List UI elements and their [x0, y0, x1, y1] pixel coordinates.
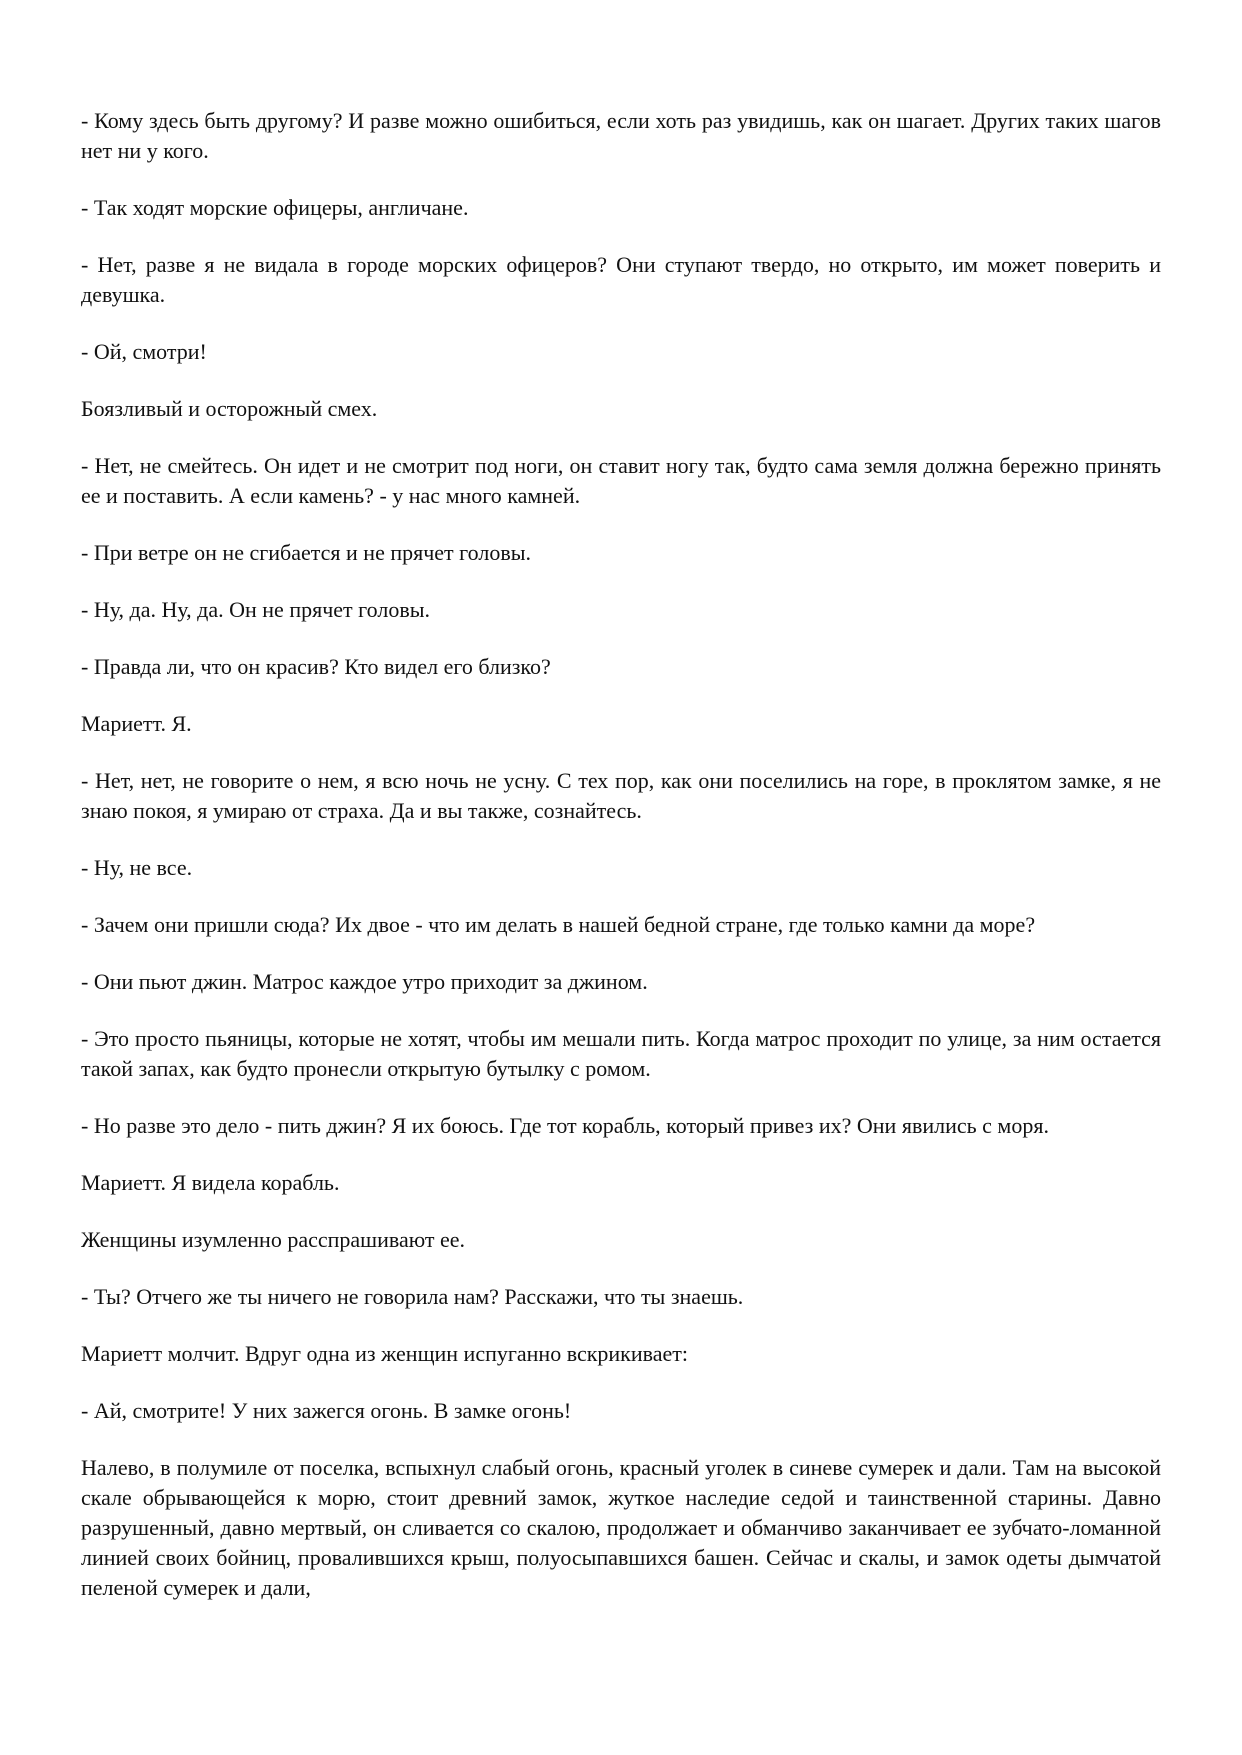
paragraph: - Ой, смотри!: [81, 339, 207, 364]
text-column: [81, 106, 1161, 1630]
paragraph: - Правда ли, что он красив? Кто видел его близко?: [81, 654, 551, 679]
paragraph: - Но разве это дело - пить джин? Я их боюсь. Где тот корабль, который привез их? Они явились с моря.: [81, 1113, 1049, 1138]
paragraph: Женщины изумленно расспрашивают ее.: [81, 1227, 466, 1252]
paragraph: - Ты? Отчего же ты ничего не говорила нам? Расскажи, что ты знаешь.: [81, 1284, 744, 1309]
paragraph: Мариетт. Я.: [81, 711, 192, 736]
paragraph: - Так ходят морские офицеры, англичане.: [81, 195, 469, 220]
paragraph: - Зачем они пришли сюда? Их двое - что им делать в нашей бедной стране, где только камни да море?: [81, 912, 1036, 937]
paragraph: - Нет, нет, не говорите о нем, я всю ночь не усну. С тех пор, как они поселились на горе, в проклятом замке, я не знаю покоя, я умираю от страха. Да и вы также, сознайтесь.: [81, 768, 1161, 823]
paragraph: - Это просто пьяницы, которые не хотят, чтобы им мешали пить. Когда матрос проходит по улице, за ним остается такой запах, как будто пронесли открытую бутылку с ромом.: [81, 1026, 1161, 1081]
paragraph: - Они пьют джин. Матрос каждое утро приходит за джином.: [81, 969, 648, 994]
paragraph: - Ну, да. Ну, да. Он не прячет головы.: [81, 597, 430, 622]
paragraph: - Нет, разве я не видала в городе морских офицеров? Они ступают твердо, но открыто, им может поверить и девушка.: [81, 252, 1161, 307]
paragraph: Налево, в полумиле от поселка, вспыхнул слабый огонь, красный уголек в синеве сумерек и дали. Там на высокой скале обрывающейся к морю, стоит древний замок, жуткое наследие седой и таинственной старины. Давно разрушенный, давно мертвый, он сливается со скалою, продолжает и обманчиво заканчивает ее зубчато-ломанной линией своих бойниц, провалившихся крыш, полуосыпавшихся башен. Сейчас и скалы, и замок одеты дымчатой пеленой сумерек и дали,: [81, 1455, 1161, 1600]
paragraph: Боязливый и осторожный смех.: [81, 396, 378, 421]
paragraph: - Ну, не все.: [81, 855, 193, 880]
paragraph: - Ай, смотрите! У них зажегся огонь. В замке огонь!: [81, 1398, 572, 1423]
paragraph: Мариетт молчит. Вдруг одна из женщин испуганно вскрикивает:: [81, 1341, 688, 1366]
paragraph: - При ветре он не сгибается и не прячет головы.: [81, 540, 532, 565]
paragraph: - Нет, не смейтесь. Он идет и не смотрит под ноги, он ставит ногу так, будто сама земля должна бережно принять ее и поставить. А если камень? - у нас много камней.: [81, 453, 1161, 508]
paragraph: Мариетт. Я видела корабль.: [81, 1170, 340, 1195]
paragraph: - Кому здесь быть другому? И разве можно ошибиться, если хоть раз увидишь, как он шагает. Других таких шагов нет ни у кого.: [81, 108, 1161, 163]
